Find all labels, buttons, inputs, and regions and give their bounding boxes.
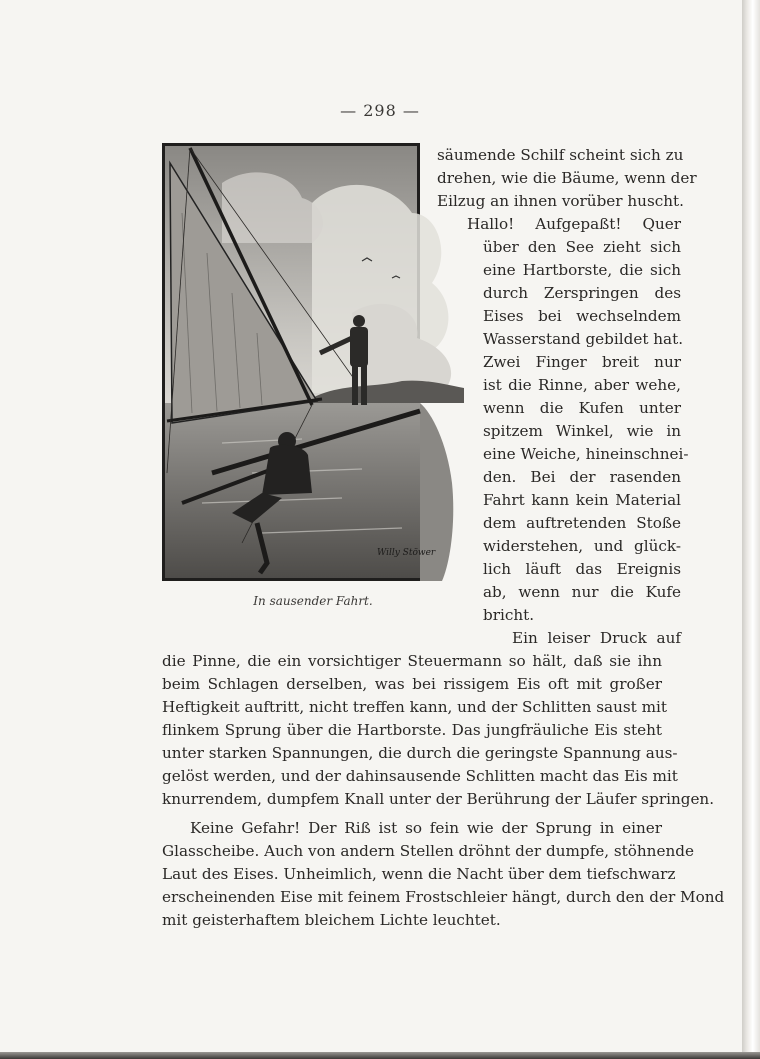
- text-line: eine Weiche, hineinschnei-: [483, 445, 689, 463]
- iceboat-illustration: [162, 143, 464, 581]
- text-line: Zwei Finger breit nur: [483, 353, 681, 371]
- text-line: beim Schlagen derselben, was bei rissigem Eis oft mit großer: [162, 675, 662, 693]
- text-line: den. Bei der rasenden: [483, 468, 681, 486]
- text-line: flinkem Sprung über die Hartborste. Das jungfräuliche Eis steht: [162, 721, 662, 739]
- text-line: Fahrt kann kein Material: [483, 491, 681, 509]
- figure-caption: In sausender Fahrt.: [253, 594, 373, 608]
- text-line: Eises bei wechselndem: [483, 307, 681, 325]
- text-line: Glasscheibe. Auch von andern Stellen dröhnt der dumpfe, stöhnende: [162, 842, 694, 860]
- text-line: die Pinne, die ein vorsichtiger Steuermann so hält, daß sie ihn: [162, 652, 662, 670]
- text-line: knurrendem, dumpfem Knall unter der Berührung der Läufer springen.: [162, 790, 715, 808]
- text-line: dem auftretenden Stoße: [483, 514, 681, 532]
- artist-signature: Willy Stöwer: [377, 548, 436, 558]
- text-line: gelöst werden, und der dahinsausende Schlitten macht das Eis mit: [162, 767, 678, 785]
- text-line: eine Hartborste, die sich: [483, 261, 681, 279]
- text-line: über den See zieht sich: [483, 238, 681, 256]
- text-line: bricht.: [483, 606, 535, 624]
- text-line: ab, wenn nur die Kufe: [483, 583, 681, 601]
- page-edge-right: [742, 0, 760, 1059]
- text-line: Hallo! Aufgepaßt! Quer: [467, 215, 681, 233]
- text-line: erscheinenden Eise mit feinem Frostschleier hängt, durch den der Mond: [162, 888, 725, 906]
- text-line: unter starken Spannungen, die durch die geringste Spannung aus-: [162, 744, 678, 762]
- text-line: Keine Gefahr! Der Riß ist so fein wie der Sprung in einer: [190, 819, 662, 837]
- text-line: Laut des Eises. Unheimlich, wenn die Nacht über dem tiefschwarz: [162, 865, 676, 883]
- text-line: Heftigkeit auftritt, nicht treffen kann, und der Schlitten saust mit: [162, 698, 667, 716]
- text-line: Ein leiser Druck auf: [512, 629, 681, 647]
- text-line: spitzem Winkel, wie in: [483, 422, 681, 440]
- page-edge-bottom: [0, 1052, 760, 1059]
- text-line: ist die Rinne, aber wehe,: [483, 376, 681, 394]
- page-number: — 298 —: [340, 101, 420, 120]
- text-line: lich läuft das Ereignis: [483, 560, 681, 578]
- text-line: Eilzug an ihnen vorüber huscht.: [437, 192, 684, 210]
- text-line: säumende Schilf scheint sich zu: [437, 146, 684, 164]
- text-line: widerstehen, und glück-: [483, 537, 681, 555]
- text-line: durch Zerspringen des: [483, 284, 681, 302]
- text-line: wenn die Kufen unter: [483, 399, 681, 417]
- text-line: mit geisterhaftem bleichem Lichte leuchtet.: [162, 911, 501, 929]
- text-line: drehen, wie die Bäume, wenn der: [437, 169, 697, 187]
- text-line: Wasserstand gebildet hat.: [483, 330, 684, 348]
